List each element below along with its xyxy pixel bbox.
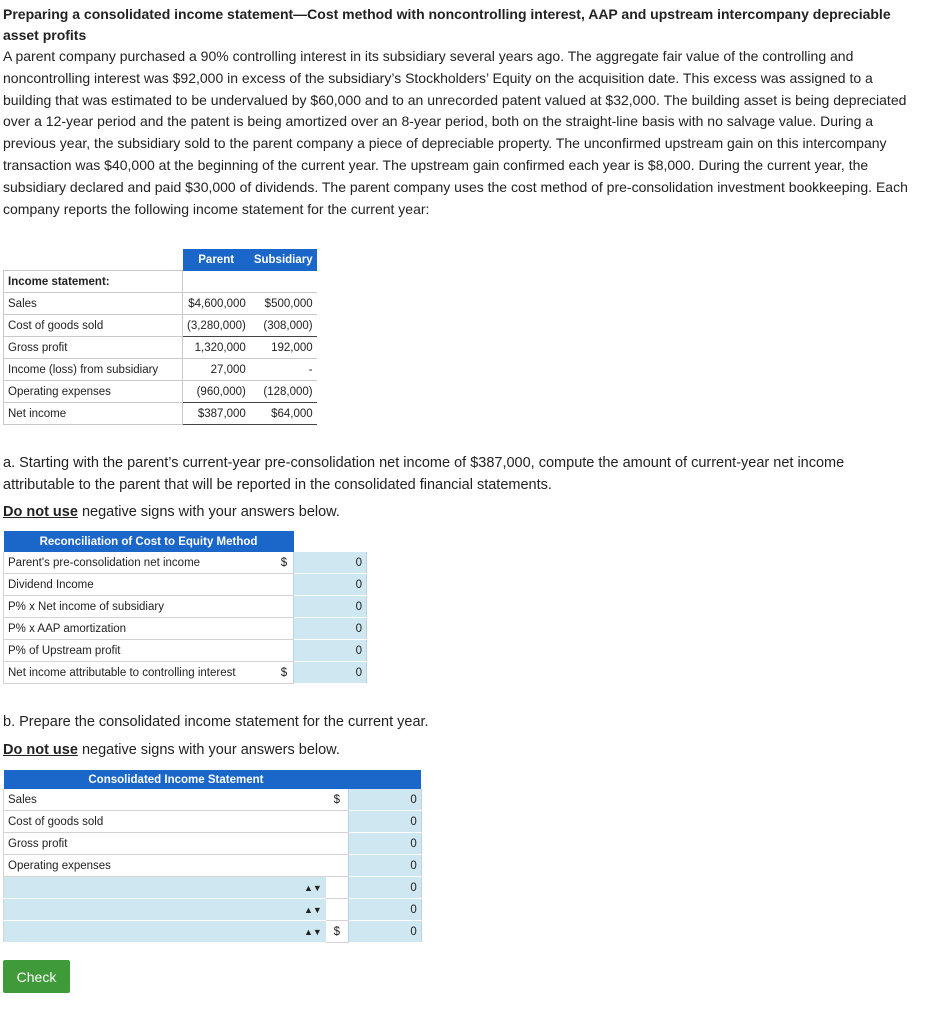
table-row: P% of Upstream profit 0 xyxy=(4,640,367,662)
problem-title: Preparing a consolidated income statement—Cost method with noncontrolling interest, AAP and upstream intercompany depreciable asset profits xyxy=(3,6,891,43)
answer-input[interactable]: 0 xyxy=(294,662,367,684)
answer-input[interactable]: 0 xyxy=(348,789,421,811)
answer-input[interactable]: 0 xyxy=(348,899,421,921)
col-subsidiary: Subsidiary xyxy=(250,249,317,271)
answer-input[interactable]: 0 xyxy=(348,833,421,855)
table-row: Dividend Income 0 xyxy=(4,574,367,596)
reconciliation-table xyxy=(3,531,367,684)
answer-input[interactable]: 0 xyxy=(348,811,421,833)
table-row: Operating expenses (960,000) (128,000) xyxy=(4,381,317,403)
account-dropdown[interactable] xyxy=(4,899,301,921)
table-row: Net income $387,000 $64,000 xyxy=(4,403,317,425)
answer-input[interactable]: 0 xyxy=(294,618,367,640)
answer-input[interactable]: 0 xyxy=(294,552,367,574)
reconciliation-title: Reconciliation of Cost to Equity Method xyxy=(4,531,294,552)
dropdown-arrow-icon[interactable]: ▲▼ xyxy=(300,899,326,921)
account-dropdown[interactable] xyxy=(4,877,301,899)
select-row xyxy=(4,899,422,921)
table-row: Cost of goods sold 0 xyxy=(4,811,422,833)
answer-input[interactable]: 0 xyxy=(348,921,421,943)
problem-body: A parent company purchased a 90% controlling interest in its subsidiary several years ago. The aggregate fair value of the controlling and noncontrolling interest was $92,000 in excess of the subsidiary’s Stockholders’ Equity on the acquisition date. This excess was assigned to a building that was estimated to be undervalued by $60,000 and to an unrecorded patent valued at $32,000. The building asset is being depreciated over a 12-year period and the patent is being amortized over an 8-year period, both on the straight-line basis with no salvage value. During a previous year, the subsidiary sold to the parent company a piece of depreciable property. The unconfirmed upstream gain on this intercompany transaction was $40,000 at the beginning of the current year. The upstream gain confirmed each year is $8,000. During the current year, the subsidiary declared and paid $30,000 of dividends. The parent company uses the cost method of pre-consolidation investment bookkeeping. Each company reports the following income statement for the current year: xyxy=(3,48,908,217)
table-row: Net income attributable to controlling interest $ 0 xyxy=(4,662,367,684)
table-row: Gross profit 1,320,000 192,000 xyxy=(4,337,317,359)
table-row: Cost of goods sold (3,280,000) (308,000) xyxy=(4,315,317,337)
part-a-instruction: Do not use negative signs with your answers below. xyxy=(3,504,340,520)
check-button[interactable]: Check xyxy=(3,960,70,993)
select-row xyxy=(4,877,422,899)
answer-input[interactable]: 0 xyxy=(348,877,421,899)
select-row: ▲▼ $ 0 xyxy=(4,921,422,943)
table-row: Sales $ 0 xyxy=(4,789,422,811)
col-parent: Parent xyxy=(183,249,250,271)
answer-input[interactable]: 0 xyxy=(294,596,367,618)
table-row: Gross profit 0 xyxy=(4,833,422,855)
answer-input[interactable]: 0 xyxy=(348,855,421,877)
table-row: P% x Net income of subsidiary 0 xyxy=(4,596,367,618)
table-row: P% x AAP amortization 0 xyxy=(4,618,367,640)
consolidated-statement-table xyxy=(3,770,422,943)
table-row: Sales $4,600,000 $500,000 xyxy=(4,293,317,315)
table-row: Income (loss) from subsidiary 27,000 - xyxy=(4,359,317,381)
income-statement-table xyxy=(3,249,317,425)
table-row: Operating expenses 0 xyxy=(4,855,422,877)
table-row: Parent's pre-consolidation net income $ 0 xyxy=(4,552,367,574)
dropdown-arrow-icon[interactable]: ▲▼ xyxy=(300,921,326,943)
section-label: Income statement: xyxy=(4,271,183,293)
account-dropdown[interactable] xyxy=(4,921,301,943)
part-a-question: a. Starting with the parent’s current-year pre-consolidation net income of $387,000, compute the amount of current-year net income attributable to the parent that will be reported in the consolidated financial statements. xyxy=(3,455,845,493)
dropdown-arrow-icon[interactable]: ▲▼ xyxy=(300,877,326,899)
part-b-question: b. Prepare the consolidated income statement for the current year. xyxy=(3,714,429,730)
consolidated-title: Consolidated Income Statement xyxy=(4,770,349,789)
answer-input[interactable]: 0 xyxy=(294,574,367,596)
part-b-instruction: Do not use negative signs with your answers below. xyxy=(3,742,340,758)
answer-input[interactable]: 0 xyxy=(294,640,367,662)
